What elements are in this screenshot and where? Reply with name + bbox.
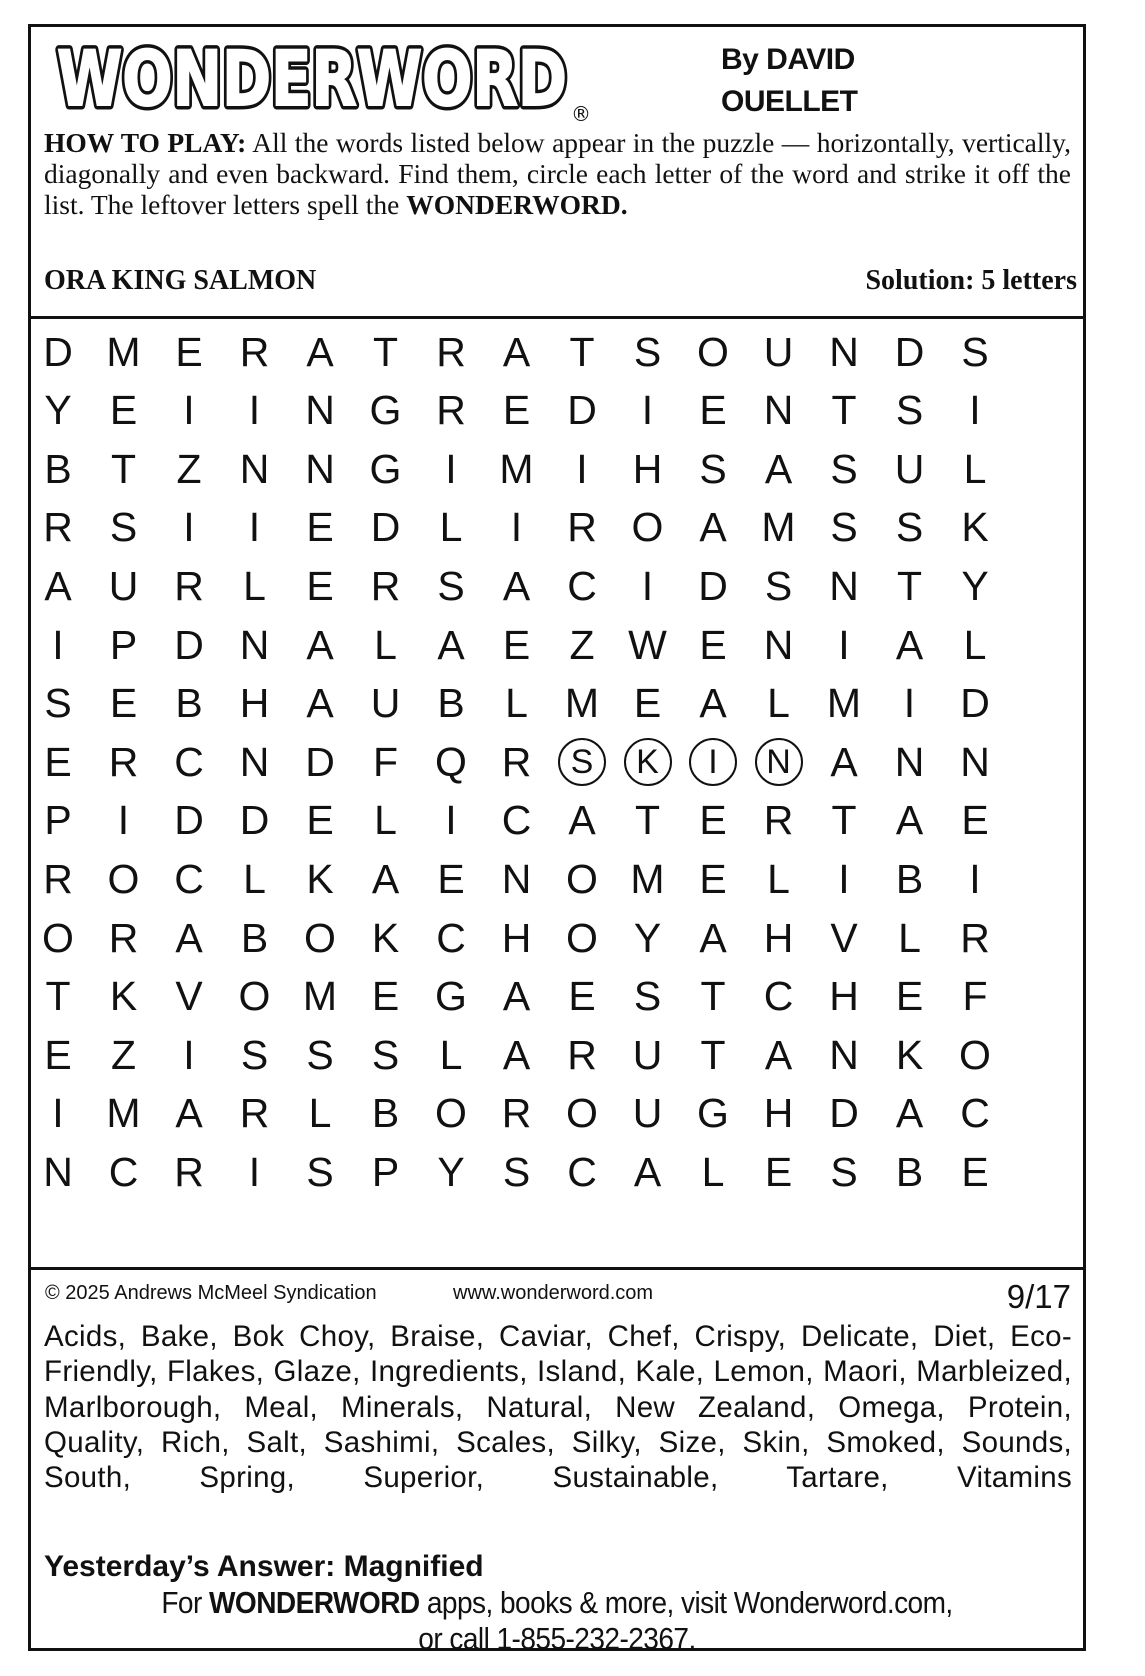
grid-letter[interactable]: S [240, 1031, 269, 1078]
solution-hint: Solution: 5 letters [865, 265, 1077, 296]
grid-letter[interactable]: C [436, 914, 466, 961]
grid-letter[interactable]: N [829, 328, 859, 375]
grid-letter[interactable]: R [501, 1090, 532, 1137]
grid-letter-circled[interactable] [551, 731, 613, 793]
promo-prefix: For [161, 1586, 202, 1620]
grid-letter[interactable]: T [700, 1031, 726, 1078]
grid-letter[interactable]: T [634, 797, 661, 844]
grid-letter[interactable]: C [174, 738, 204, 785]
grid-letter[interactable]: D [894, 328, 925, 375]
grid-letter[interactable]: E [699, 855, 727, 902]
grid-letter[interactable]: S [830, 504, 858, 551]
grid-letter[interactable]: E [764, 1148, 793, 1195]
grid-letter[interactable]: S [830, 1148, 858, 1195]
grid-letter[interactable]: O [959, 1031, 991, 1078]
grid-letter[interactable]: I [969, 387, 981, 434]
grid-letter[interactable]: E [109, 387, 138, 434]
grid-letter[interactable]: S [699, 445, 727, 492]
grid-letter[interactable]: L [963, 621, 987, 668]
grid-letter[interactable]: I [641, 387, 654, 434]
grid-letter[interactable]: O [566, 914, 598, 961]
grid-letter[interactable]: R [436, 387, 466, 434]
grid-letter[interactable]: A [699, 504, 727, 551]
grid-letter[interactable]: A [895, 1090, 924, 1137]
grid-letter[interactable]: Q [435, 738, 467, 785]
grid-letter[interactable]: D [829, 1090, 859, 1137]
yesterday-answer: Yesterday’s Answer: Magnified [44, 1550, 484, 1583]
grid-letter[interactable]: R [436, 328, 466, 375]
grid-letter[interactable]: O [435, 1090, 467, 1137]
header-divider [31, 316, 1083, 319]
grid-letter[interactable]: S [437, 562, 465, 609]
grid-letter[interactable]: S [306, 1148, 334, 1195]
grid-letter[interactable]: G [369, 445, 402, 492]
grid-letter[interactable]: M [106, 328, 141, 375]
grid-letter[interactable]: B [240, 914, 269, 961]
grid-letter[interactable]: G [697, 1090, 729, 1137]
grid-letter[interactable]: S [502, 1148, 531, 1195]
grid-letter[interactable]: L [439, 1031, 463, 1078]
grid-letter-circled[interactable] [682, 731, 744, 793]
grid-letter[interactable]: H [829, 973, 859, 1020]
grid-letter[interactable]: I [838, 621, 850, 668]
grid-letter[interactable]: W [628, 621, 667, 668]
grid-letter[interactable]: S [44, 680, 72, 727]
grid-letter[interactable]: R [370, 562, 401, 609]
grid-letter[interactable]: S [895, 387, 924, 434]
grid-letter[interactable]: I [838, 855, 850, 902]
grid-letter[interactable]: C [763, 973, 794, 1020]
grid-letter[interactable]: G [435, 973, 467, 1020]
grid-letter[interactable]: T [896, 562, 923, 609]
promo-line-1 [73, 1585, 1041, 1621]
grid-letter[interactable]: L [308, 1090, 332, 1137]
grid-letter[interactable]: S [633, 328, 662, 375]
grid-letter[interactable]: M [302, 973, 338, 1020]
grid-letter[interactable]: P [44, 797, 72, 844]
grid-letter[interactable]: N [829, 1031, 859, 1078]
grid-letter[interactable]: S [371, 1031, 400, 1078]
grid-letter[interactable]: N [501, 855, 532, 902]
grid-letter[interactable]: I [183, 504, 195, 551]
grid-letter[interactable]: N [763, 387, 794, 434]
grid-letter[interactable]: Y [633, 914, 662, 961]
grid-letter[interactable]: T [569, 328, 595, 375]
grid-letter[interactable]: R [960, 914, 990, 961]
grid-letter[interactable]: I [248, 387, 261, 434]
grid-letter[interactable]: E [502, 621, 531, 668]
grid-letter[interactable]: A [764, 1031, 793, 1078]
how-to-play-lead: HOW TO PLAY: [44, 127, 247, 158]
grid-letter[interactable]: L [505, 680, 528, 727]
grid-letter[interactable]: R [43, 504, 73, 551]
grid-letter[interactable]: R [501, 738, 532, 785]
grid-letter[interactable]: K [961, 504, 989, 551]
grid-letter[interactable]: A [437, 621, 465, 668]
grid-letter[interactable]: A [175, 914, 203, 961]
grid-letter[interactable]: S [109, 504, 138, 551]
grid-letter[interactable]: U [763, 328, 794, 375]
grid-letter[interactable]: D [698, 562, 728, 609]
word-list: Acids, Bake, Bok Choy, Braise, Caviar, Chef, Crispy, Delicate, Diet, Eco-Friendly, Flakes, Glaze, Ingredients, Island, Kale, Lemon, Maori, Marbleized, Marlborough, Meal, Minerals, Natural, New Zealand, Omega, Protein, Quality, Rich, Salt, Sashimi, Scales, Silky, Size, Skin, Smoked, Sounds, South, Spring, Superior, Sustainable, Tartare, Vitamins [44, 1320, 1072, 1495]
grid-letter[interactable]: V [175, 973, 203, 1020]
website-link[interactable]: www.wonderword.com [453, 1282, 654, 1304]
grid-letter[interactable]: S [764, 562, 793, 609]
how-to-play-instructions [44, 127, 1071, 220]
grid-letter[interactable]: L [767, 680, 790, 727]
grid-letter[interactable]: A [502, 562, 531, 609]
grid-letter[interactable]: M [106, 1090, 141, 1137]
grid-letter[interactable]: I [641, 562, 654, 609]
grid-letter[interactable]: Y [961, 562, 989, 609]
grid-letter[interactable]: A [764, 445, 793, 492]
grid-letter[interactable]: A [633, 1148, 662, 1195]
grid-letter-circled[interactable] [617, 731, 679, 793]
grid-letter[interactable]: Y [437, 1148, 465, 1195]
grid-letter[interactable]: B [895, 1148, 924, 1195]
promo-brand: WONDERWORD [208, 1586, 420, 1620]
grid-letter[interactable]: I [903, 680, 916, 727]
grid-letter[interactable]: D [305, 738, 335, 785]
grid-letter[interactable]: E [44, 738, 72, 785]
grid-letter[interactable]: A [44, 562, 72, 609]
grid-letter[interactable]: E [699, 387, 727, 434]
grid-letter[interactable]: E [44, 1031, 72, 1078]
grid-letter[interactable]: E [109, 680, 138, 727]
promo-text [73, 1585, 1041, 1657]
grid-letter[interactable]: H [632, 445, 663, 492]
grid-letter[interactable]: E [699, 797, 727, 844]
grid-letter[interactable]: D [960, 680, 990, 727]
circled-letter: K [624, 738, 672, 786]
circled-letter: S [558, 738, 606, 786]
grid-letter[interactable]: N [763, 621, 794, 668]
grid-letter[interactable]: R [239, 328, 270, 375]
grid-letter[interactable]: E [961, 797, 989, 844]
wonderword-logo [49, 35, 594, 125]
grid-letter[interactable]: N [829, 562, 859, 609]
grid-letter[interactable]: I [576, 445, 588, 492]
grid-letter[interactable]: A [502, 328, 531, 375]
grid-letter[interactable]: M [826, 680, 862, 727]
grid-letter[interactable]: S [961, 328, 989, 375]
grid-letter[interactable]: H [501, 914, 532, 961]
grid-letter[interactable]: O [697, 328, 729, 375]
grid-letter[interactable]: N [239, 738, 270, 785]
grid-letter[interactable]: L [963, 445, 987, 492]
grid-letter[interactable]: B [175, 680, 203, 727]
grid-letter[interactable]: R [174, 1148, 204, 1195]
grid-letter[interactable]: D [174, 797, 204, 844]
grid-letter[interactable]: L [243, 855, 266, 902]
grid-letter[interactable]: K [306, 855, 334, 902]
how-to-play-tail: WONDERWORD. [406, 189, 628, 220]
grid-letter[interactable]: E [633, 680, 662, 727]
grid-letter[interactable]: G [369, 387, 402, 434]
grid-letter[interactable]: B [371, 1090, 400, 1137]
grid-letter[interactable]: L [374, 797, 397, 844]
grid-letter[interactable]: U [108, 562, 139, 609]
grid-letter[interactable]: S [830, 445, 858, 492]
grid-letter[interactable]: O [238, 973, 271, 1020]
grid-letter[interactable]: N [43, 1148, 73, 1195]
grid-letter[interactable]: C [174, 855, 204, 902]
grid-letter[interactable]: I [969, 855, 981, 902]
grid-letter[interactable]: A [502, 973, 531, 1020]
grid-letter[interactable]: L [767, 855, 790, 902]
grid-letter[interactable]: R [567, 504, 597, 551]
grid-letter[interactable]: E [961, 1148, 989, 1195]
grid-letter[interactable]: R [174, 562, 204, 609]
grid-letter[interactable]: A [699, 914, 727, 961]
grid-letter[interactable]: N [960, 738, 990, 785]
grid-letter[interactable]: S [895, 504, 924, 551]
promo-line-2: or call 1-855-232-2367. [418, 1622, 696, 1656]
copyright-notice: © 2025 Andrews McMeel Syndication [45, 1282, 377, 1304]
grid-letter[interactable]: A [306, 621, 334, 668]
grid-letter[interactable]: N [894, 738, 925, 785]
grid-letter[interactable]: A [306, 680, 334, 727]
grid-letter[interactable]: O [566, 855, 598, 902]
promo-line-1-rest: apps, books & more, visit Wonderword.com, [426, 1586, 953, 1620]
grid-letter[interactable]: Z [110, 1031, 137, 1078]
grid-letter[interactable]: M [761, 504, 796, 551]
grid-letter[interactable]: E [895, 973, 924, 1020]
grid-letter[interactable]: P [371, 1148, 400, 1195]
grid-letter[interactable]: D [239, 797, 270, 844]
grid-letter[interactable]: A [568, 797, 596, 844]
grid-letter[interactable]: O [107, 855, 140, 902]
grid-letter[interactable]: B [895, 855, 924, 902]
grid-letter[interactable]: Z [569, 621, 595, 668]
grid-letter[interactable]: T [110, 445, 137, 492]
svg-text:®: ® [571, 102, 591, 125]
grid-letter[interactable]: T [831, 387, 857, 434]
grid-letter[interactable]: A [895, 621, 924, 668]
grid-letter[interactable]: T [45, 973, 71, 1020]
grid-letter[interactable]: E [306, 797, 334, 844]
grid-letter[interactable]: F [372, 738, 399, 785]
grid-letter[interactable]: A [502, 1031, 531, 1078]
grid-letter[interactable]: T [831, 797, 857, 844]
grid-letter[interactable]: I [445, 797, 457, 844]
grid-letter[interactable]: E [175, 328, 203, 375]
grid-letter[interactable]: R [108, 738, 139, 785]
grid-letter[interactable]: I [510, 504, 523, 551]
grid-letter[interactable]: S [306, 1031, 334, 1078]
grid-letter[interactable]: H [763, 1090, 794, 1137]
grid-letter[interactable]: N [239, 445, 270, 492]
grid-letter[interactable]: C [960, 1090, 990, 1137]
grid-divider [31, 1267, 1083, 1270]
grid-letter[interactable]: E [306, 562, 334, 609]
grid-letter[interactable]: I [183, 387, 195, 434]
grid-letter[interactable]: Z [176, 445, 202, 492]
grid-letter[interactable]: N [239, 621, 270, 668]
grid-letter[interactable]: N [305, 387, 335, 434]
grid-letter[interactable]: U [894, 445, 925, 492]
grid-letter-circled[interactable] [748, 731, 810, 793]
grid-letter[interactable]: Y [44, 387, 72, 434]
byline-line-2: OUELLET [721, 85, 858, 118]
puzzle-header [31, 27, 1083, 317]
grid-letter[interactable]: R [763, 797, 794, 844]
author-byline [721, 39, 1061, 123]
grid-letter[interactable]: H [239, 680, 270, 727]
grid-letter[interactable]: C [567, 1148, 597, 1195]
grid-letter[interactable]: L [898, 914, 921, 961]
grid-letter[interactable]: R [108, 914, 139, 961]
how-to-play-body: All the words listed below appear in the puzzle — horizontally, vertically, diagonally and even backward. Find them, circle each letter of the word and strike it off the list. The leftover letters spell the [44, 127, 1072, 220]
puzzle-date: 9/17 [1006, 1278, 1071, 1315]
grid-letter[interactable]: I [248, 504, 261, 551]
grid-letter[interactable]: U [632, 1031, 663, 1078]
grid-letter[interactable]: O [631, 504, 664, 551]
circled-letter: N [755, 738, 803, 786]
grid-letter[interactable]: I [52, 1090, 64, 1137]
grid-letter[interactable]: I [183, 1031, 195, 1078]
grid-letter[interactable]: O [304, 914, 336, 961]
circled-letter: I [689, 738, 737, 786]
grid-letter[interactable]: E [306, 504, 334, 551]
grid-letter[interactable]: D [43, 328, 73, 375]
grid-letter[interactable]: U [632, 1090, 663, 1137]
grid-letter[interactable]: D [567, 387, 597, 434]
grid-letter[interactable]: E [371, 973, 400, 1020]
svg-text:WONDERWORD: WONDERWORD [57, 35, 567, 123]
grid-letter[interactable]: E [437, 855, 465, 902]
grid-letter[interactable]: V [830, 914, 858, 961]
svg-text:WONDERWORD: WONDERWORD [57, 35, 567, 123]
grid-letter[interactable]: D [370, 504, 401, 551]
grid-letter[interactable]: T [700, 973, 726, 1020]
grid-letter[interactable]: U [370, 680, 401, 727]
subtitle-row [44, 265, 1077, 305]
grid-letter[interactable]: E [699, 621, 727, 668]
grid-letter[interactable]: E [502, 387, 531, 434]
grid-letter[interactable]: S [633, 973, 662, 1020]
grid-letter[interactable]: L [439, 504, 463, 551]
grid-letter[interactable]: A [175, 1090, 203, 1137]
grid-letter[interactable]: A [306, 328, 334, 375]
grid-letter[interactable]: E [568, 973, 596, 1020]
grid-letter[interactable]: L [374, 621, 397, 668]
grid-letter[interactable]: K [895, 1031, 924, 1078]
grid-letter[interactable]: A [895, 797, 924, 844]
grid-letter[interactable]: P [109, 621, 138, 668]
grid-letter[interactable]: M [499, 445, 534, 492]
grid-letter[interactable]: C [501, 797, 532, 844]
grid-letter[interactable]: L [701, 1148, 725, 1195]
grid-letter[interactable]: R [239, 1090, 270, 1137]
puzzle-title: ORA KING SALMON [44, 265, 317, 296]
grid-letter[interactable]: B [437, 680, 465, 727]
grid-letter[interactable]: C [567, 562, 597, 609]
grid-letter[interactable]: H [763, 914, 794, 961]
grid-letter[interactable]: F [962, 973, 988, 1020]
grid-letter[interactable]: O [566, 1090, 598, 1137]
grid-letter[interactable]: M [564, 680, 600, 727]
grid-letter[interactable]: A [830, 738, 858, 785]
grid-letter[interactable]: I [445, 445, 457, 492]
grid-letter[interactable]: I [52, 621, 64, 668]
grid-letter[interactable]: K [371, 914, 400, 961]
grid-letter[interactable]: T [372, 328, 399, 375]
grid-letter[interactable]: A [371, 855, 400, 902]
grid-letter[interactable]: A [699, 680, 727, 727]
grid-letter[interactable]: M [630, 855, 665, 902]
letter-grid [31, 327, 1083, 1257]
grid-letter[interactable]: K [109, 973, 138, 1020]
puzzle-frame [28, 24, 1086, 1656]
grid-letter[interactable]: C [108, 1148, 139, 1195]
grid-letter[interactable]: I [248, 1148, 261, 1195]
grid-letter[interactable]: B [44, 445, 72, 492]
grid-letter[interactable]: R [43, 855, 73, 902]
grid-letter[interactable]: N [305, 445, 335, 492]
grid-letter[interactable]: D [174, 621, 204, 668]
grid-letter[interactable]: L [243, 562, 266, 609]
grid-letter[interactable]: R [567, 1031, 597, 1078]
grid-letter[interactable]: O [42, 914, 74, 961]
grid-letter[interactable]: I [117, 797, 130, 844]
byline-line-1: By DAVID [721, 43, 855, 76]
